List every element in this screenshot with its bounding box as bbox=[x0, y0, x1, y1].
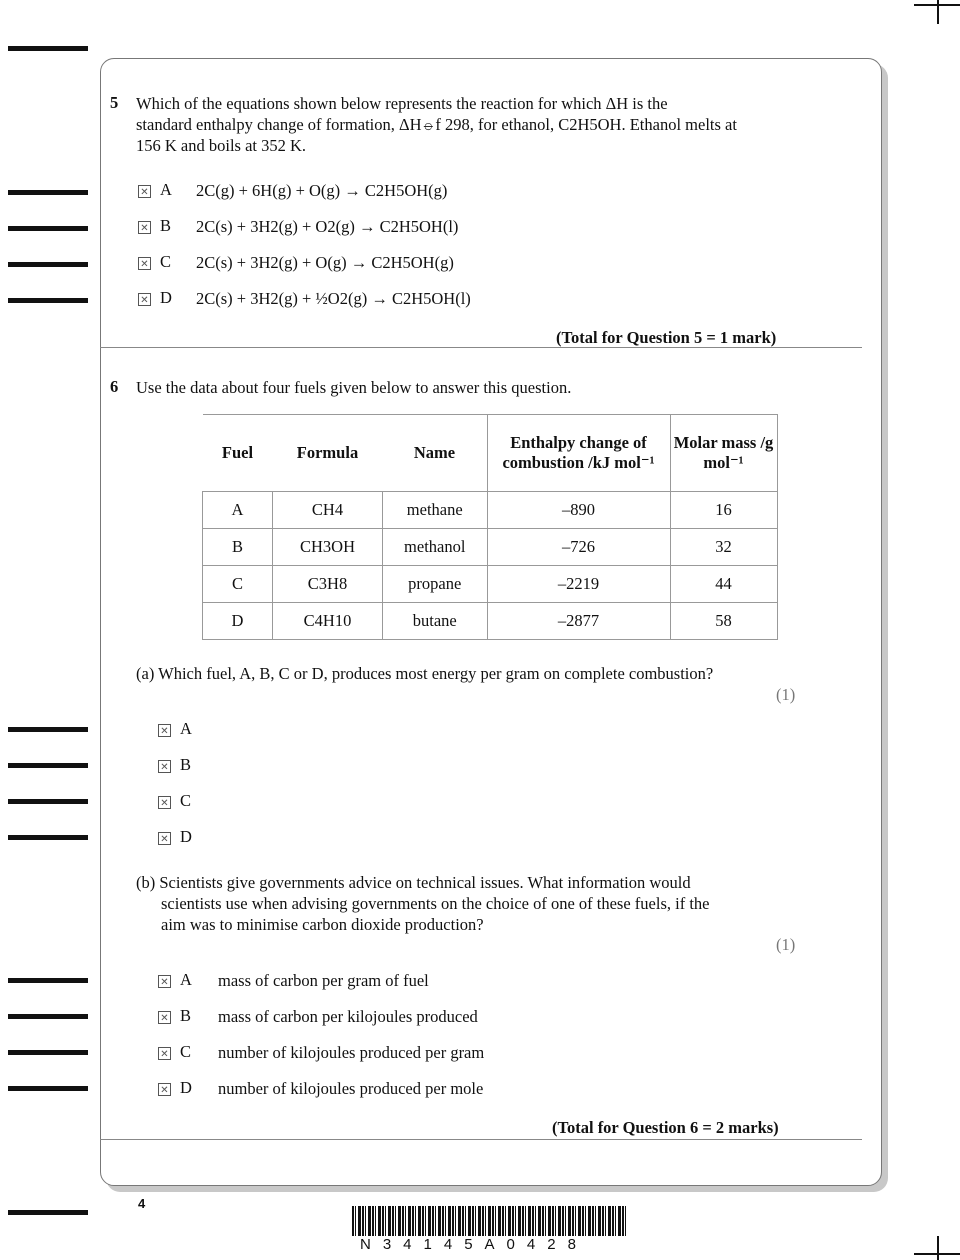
barcode-text: N34145A0428 bbox=[360, 1236, 588, 1253]
question-5-divider bbox=[100, 347, 862, 348]
header-enthalpy: Enthalpy change of combustion /kJ mol⁻¹ bbox=[487, 415, 670, 492]
q5-checkbox-a[interactable] bbox=[138, 185, 151, 198]
margin-bar bbox=[8, 978, 88, 983]
part-a-question: (a) Which fuel, A, B, C or D, produces most energy per gram on complete combustion? bbox=[136, 664, 714, 683]
q6a-option-letter: A bbox=[180, 719, 192, 738]
crop-mark-top-right-h bbox=[914, 4, 960, 6]
q5-checkbox-b[interactable] bbox=[138, 221, 151, 234]
q6a-option-letter: C bbox=[180, 791, 192, 810]
part-b-question-line-3: aim was to minimise carbon dioxide production? bbox=[161, 915, 484, 934]
table-row bbox=[203, 566, 778, 603]
table-row bbox=[203, 492, 778, 529]
margin-bar bbox=[8, 835, 88, 840]
q6b-option-text: number of kilojoules produced per gram bbox=[218, 1043, 485, 1062]
header-name: Name bbox=[383, 415, 488, 492]
q6a-checkbox-b[interactable] bbox=[158, 760, 171, 773]
barcode bbox=[352, 1206, 628, 1236]
margin-bar bbox=[8, 1086, 88, 1091]
q6b-option-letter: B bbox=[180, 1006, 192, 1025]
table-header-row bbox=[203, 415, 778, 492]
crop-mark-bottom-right-v bbox=[937, 1236, 939, 1260]
crop-mark-bottom-right-h bbox=[914, 1253, 960, 1255]
fuel-data-table bbox=[202, 414, 778, 640]
question-5-stem-line-2: standard enthalpy change of formation, ΔH⦵f 298, for ethanol, C2H5OH. Ethanol melts at bbox=[136, 115, 737, 134]
q6b-option-text: mass of carbon per kilojoules produced bbox=[218, 1007, 478, 1026]
margin-bar bbox=[8, 1050, 88, 1055]
q6a-checkbox-a[interactable] bbox=[158, 724, 171, 737]
q5-option-letter: B bbox=[160, 216, 172, 235]
cell-formula: C4H10 bbox=[273, 603, 383, 640]
q6b-checkbox-d[interactable] bbox=[158, 1083, 171, 1096]
q5-option-letter: A bbox=[160, 180, 172, 199]
part-b-question-line-1: (b) Scientists give governments advice on technical issues. What information would bbox=[136, 873, 691, 892]
q5-checkbox-c[interactable] bbox=[138, 257, 151, 270]
q6b-checkbox-b[interactable] bbox=[158, 1011, 171, 1024]
margin-bar bbox=[8, 46, 88, 51]
margin-bar bbox=[8, 763, 88, 768]
q6b-option-letter: A bbox=[180, 970, 192, 989]
q6a-option-letter: B bbox=[180, 755, 192, 774]
margin-bar bbox=[8, 799, 88, 804]
q5-option-text: 2C(s) + 3H2(g) + ½O2(g) → C2H5OH(l) bbox=[196, 289, 471, 308]
q5-option-text: 2C(s) + 3H2(g) + O2(g) → C2H5OH(l) bbox=[196, 217, 459, 236]
question-5-total: (Total for Question 5 = 1 mark) bbox=[556, 328, 777, 347]
margin-bar bbox=[8, 298, 88, 303]
q6b-checkbox-a[interactable] bbox=[158, 975, 171, 988]
header-molar-mass: Molar mass /g mol⁻¹ bbox=[670, 415, 777, 492]
cell-fuel: A bbox=[203, 492, 273, 529]
cell-name: butane bbox=[383, 603, 488, 640]
cell-enthalpy: –2219 bbox=[487, 566, 670, 603]
q5-option-text: 2C(s) + 3H2(g) + O(g) → C2H5OH(g) bbox=[196, 253, 454, 272]
cell-name: methane bbox=[383, 492, 488, 529]
part-b-marks: (1) bbox=[776, 935, 796, 954]
question-5-stem-line-1: Which of the equations shown below represents the reaction for which ΔH is the bbox=[136, 94, 668, 113]
cell-formula: CH4 bbox=[273, 492, 383, 529]
q5-option-letter: D bbox=[160, 288, 172, 307]
q6a-option-letter: D bbox=[180, 827, 192, 846]
cell-enthalpy: –2877 bbox=[487, 603, 670, 640]
q6b-option-text: number of kilojoules produced per mole bbox=[218, 1079, 484, 1098]
cell-fuel: C bbox=[203, 566, 273, 603]
margin-bar bbox=[8, 226, 88, 231]
question-6-total: (Total for Question 6 = 2 marks) bbox=[552, 1118, 779, 1137]
cell-mass: 16 bbox=[670, 492, 777, 529]
cell-mass: 58 bbox=[670, 603, 777, 640]
cell-enthalpy: –890 bbox=[487, 492, 670, 529]
q5-checkbox-d[interactable] bbox=[138, 293, 151, 306]
page-number: 4 bbox=[138, 1196, 146, 1211]
part-b-question-line-2: scientists use when advising governments on the choice of one of these fuels, if the bbox=[161, 894, 710, 913]
q6b-option-letter: D bbox=[180, 1078, 192, 1097]
q6a-checkbox-d[interactable] bbox=[158, 832, 171, 845]
table-row bbox=[203, 529, 778, 566]
cell-mass: 32 bbox=[670, 529, 777, 566]
question-5-stem-line-3: 156 K and boils at 352 K. bbox=[136, 136, 307, 155]
question-6-number: 6 bbox=[110, 377, 119, 396]
cell-mass: 44 bbox=[670, 566, 777, 603]
margin-bar bbox=[8, 262, 88, 267]
cell-name: propane bbox=[383, 566, 488, 603]
question-6-divider bbox=[100, 1139, 862, 1140]
margin-bar bbox=[8, 190, 88, 195]
q5-option-text: 2C(g) + 6H(g) + O(g) → C2H5OH(g) bbox=[196, 181, 448, 200]
cell-formula: C3H8 bbox=[273, 566, 383, 603]
header-fuel: Fuel bbox=[203, 415, 273, 492]
cell-fuel: B bbox=[203, 529, 273, 566]
q5-option-letter: C bbox=[160, 252, 172, 271]
cell-name: methanol bbox=[383, 529, 488, 566]
q6b-option-letter: C bbox=[180, 1042, 192, 1061]
cell-enthalpy: –726 bbox=[487, 529, 670, 566]
question-5-number: 5 bbox=[110, 93, 119, 112]
q6b-checkbox-c[interactable] bbox=[158, 1047, 171, 1060]
part-a-marks: (1) bbox=[776, 685, 796, 704]
margin-bar bbox=[8, 727, 88, 732]
q6b-option-text: mass of carbon per gram of fuel bbox=[218, 971, 429, 990]
header-formula: Formula bbox=[273, 415, 383, 492]
cell-fuel: D bbox=[203, 603, 273, 640]
question-6-stem: Use the data about four fuels given below to answer this question. bbox=[136, 378, 572, 397]
table-row bbox=[203, 603, 778, 640]
margin-bar bbox=[8, 1014, 88, 1019]
margin-bar bbox=[8, 1210, 88, 1215]
q6a-checkbox-c[interactable] bbox=[158, 796, 171, 809]
cell-formula: CH3OH bbox=[273, 529, 383, 566]
